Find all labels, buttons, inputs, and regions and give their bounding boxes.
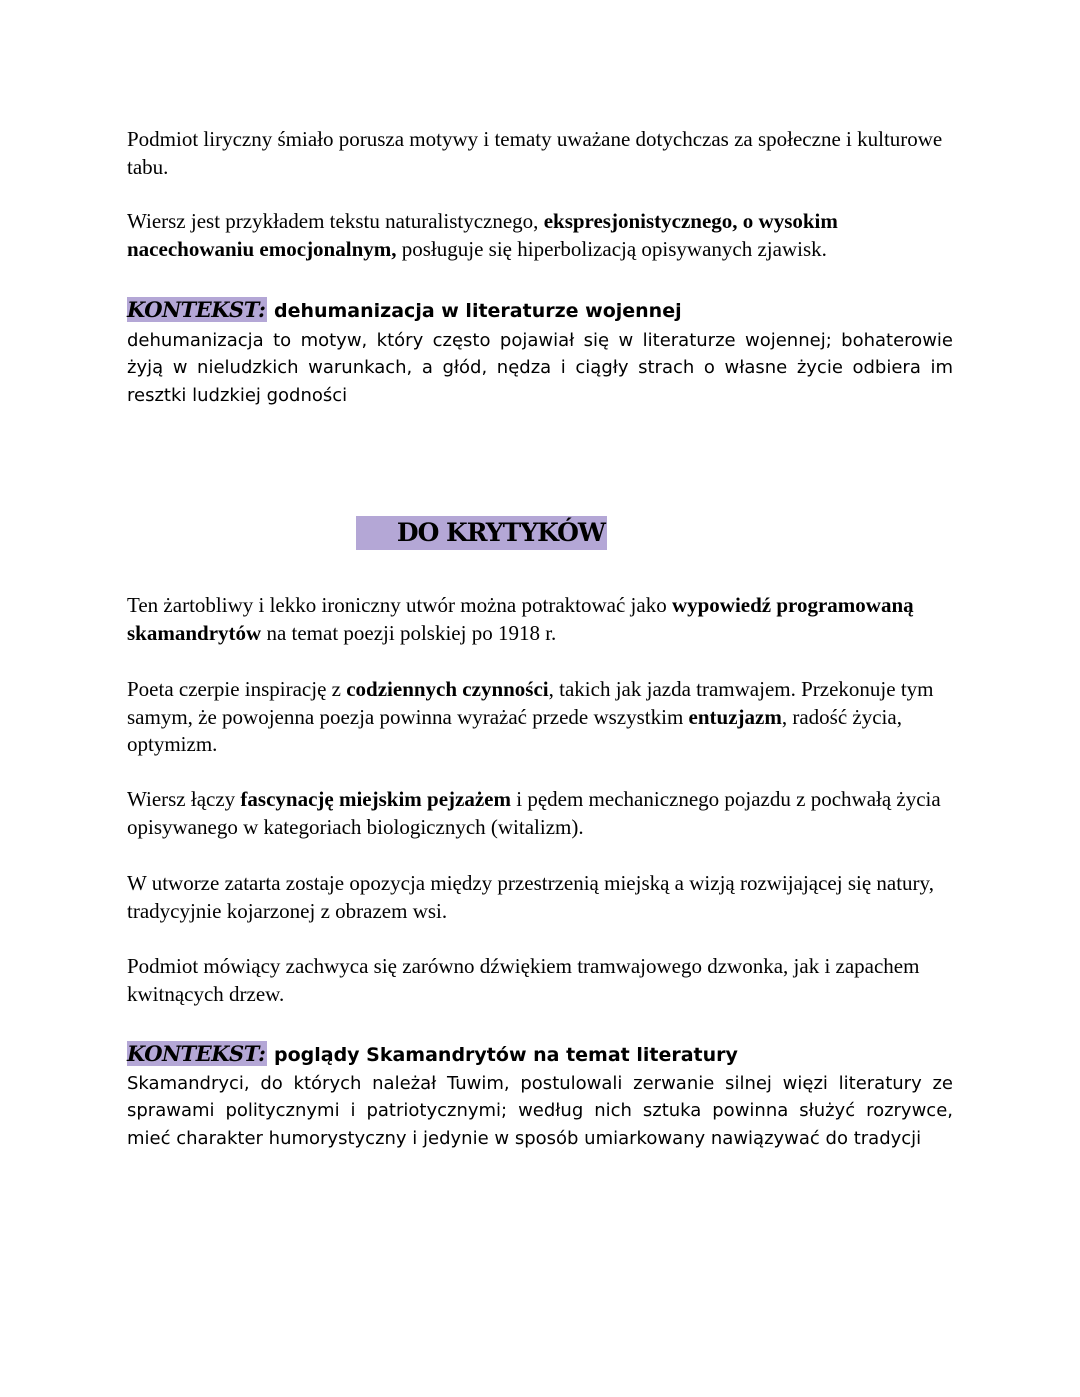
paragraph-naturalism <box>127 208 953 263</box>
bold-text: entuzjazm <box>688 704 782 729</box>
context-body-2: Skamandryci, do których należał Tuwim, postulowali zerwanie silnej więzi literatury ze sprawami politycznymi i patriotycznymi; według nich sztuka powinna służyć rozrywce, mieć charakter humorystyczny i jedynie w sposób umiarkowany nawiązywać do tradycji <box>127 1073 953 1149</box>
bold-text: ekspresjonistycznego, o wysokim nacechowaniu emocjonalnym, <box>127 209 838 261</box>
paragraph-program <box>127 592 953 647</box>
context-heading-2 <box>127 1040 953 1069</box>
text: i pędem mechanicznego pojazdu z pochwałą życia opisywanego w kategoriach biologicznych (witalizm). <box>127 787 941 839</box>
paragraph-opposition: W utworze zatarta zostaje opozycja między przestrzenią miejską a wizją rozwijającej się natury, tradycyjnie kojarzonej z obrazem wsi. <box>127 871 934 923</box>
text: na temat poezji polskiej po 1918 r. <box>261 620 557 645</box>
text: posługuje się hiperbolizacją opisywanych zjawisk. <box>396 236 827 261</box>
text: Wiersz łączy <box>127 787 241 811</box>
section-title: DO KRYTYKÓW <box>356 516 607 550</box>
text: Wiersz jest przykładem tekstu naturalistycznego, <box>127 209 544 233</box>
bold-text: codziennych czynności <box>346 677 549 701</box>
context-title: dehumanizacja w literaturze wojennej <box>267 300 682 322</box>
paragraph-inspiration <box>127 676 953 759</box>
text: Poeta czerpie inspirację z <box>127 677 347 701</box>
context-title: poglądy Skamandrytów na temat literatury <box>267 1044 738 1066</box>
context-heading-1 <box>127 296 953 325</box>
text: , radość życia, optymizm. <box>127 704 902 757</box>
context-label: KONTEKST: <box>127 297 266 322</box>
paragraph-speaker: Podmiot mówiący zachwyca się zarówno dźwiękiem tramwajowego dzwonka, jak i zapachem kwitnących drzew. <box>127 954 920 1006</box>
context-body-1: dehumanizacja to motyw, który często pojawiał się w literaturze wojennej; bohaterowie żyją w nieludzkich warunkach, a głód, nędza i ciągły strach o własne życie odbiera im resztki ludzkiej godności <box>127 330 953 406</box>
bold-text: fascynację miejskim pejzażem <box>240 787 511 811</box>
text: , takich jak jazda tramwajem. Przekonuje tym samym, że powojenna poezja powinna wyrażać przede wszystkim <box>127 677 934 729</box>
text: Ten żartobliwy i lekko ironiczny utwór można potraktować jako <box>127 593 672 617</box>
paragraph-landscape <box>127 786 953 841</box>
context-label: KONTEKST: <box>127 1041 266 1066</box>
paragraph-taboo: Podmiot liryczny śmiało porusza motywy i tematy uważane dotychczas za społeczne i kulturowe tabu. <box>127 127 943 179</box>
bold-text: wypowiedź programowaną skamandrytów <box>127 593 914 645</box>
